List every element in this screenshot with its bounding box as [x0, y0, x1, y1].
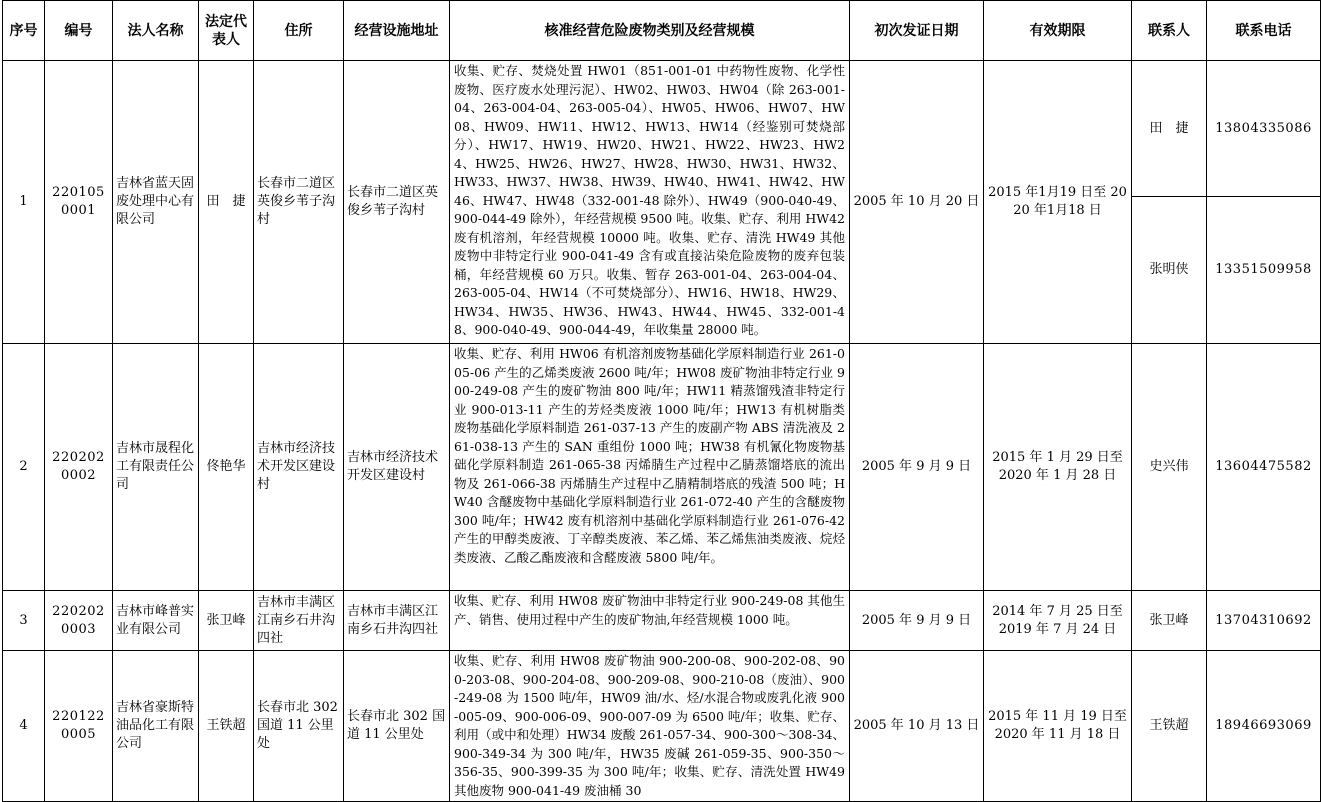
cell-company: 吉林市晟程化工有限责任公司	[113, 344, 199, 591]
table-row	[3, 344, 1321, 591]
cell-company: 吉林省蓝天固废处理中心有限公司	[113, 61, 199, 344]
cell-validity: 2015 年1月19 日至 2020 年1月18 日	[984, 61, 1132, 344]
header-row	[3, 1, 1321, 61]
cell-validity: 2015 年 11 月 19 日至 2020 年 11 月 18 日	[984, 651, 1132, 802]
cell-code: 2202020002	[45, 344, 113, 591]
cell-seq: 3	[3, 591, 45, 651]
cell-address: 吉林市经济技术开发区建设村	[254, 344, 344, 591]
cell-address: 吉林市丰满区江南乡石井沟四社	[254, 591, 344, 651]
cell-rep: 张卫峰	[199, 591, 254, 651]
table-row	[3, 591, 1321, 651]
cell-contact: 史兴伟	[1132, 344, 1207, 591]
cell-first-date: 2005 年 9 月 9 日	[850, 344, 984, 591]
cell-contact: 王铁超	[1132, 651, 1207, 802]
cell-rep: 佟艳华	[199, 344, 254, 591]
header-validity: 有效期限	[984, 1, 1132, 61]
cell-scope: 收集、贮存、利用 HW08 废矿物油中非特定行业 900-249-08 其他生产、销售、使用过程中产生的废矿物油,年经营规模 1000 吨。	[450, 591, 850, 651]
cell-contact: 田 捷	[1132, 61, 1207, 197]
cell-phone: 13804335086	[1207, 61, 1321, 197]
header-code: 编号	[45, 1, 113, 61]
cell-facility: 长春市二道区英俊乡苇子沟村	[344, 61, 450, 344]
cell-code: 2201220005	[45, 651, 113, 802]
cell-phone: 13704310692	[1207, 591, 1321, 651]
cell-phone: 13604475582	[1207, 344, 1321, 591]
cell-scope: 收集、贮存、焚烧处置 HW01（851-001-01 中药物性废物、化学性废物、医疗废水处理污泥）、HW02、HW03、HW04（除 263-001-04、263-004-04、263-005-04）、HW05、HW06、HW07、HW08、HW09、HW11、HW12、HW13、HW14（经鉴别可焚烧部分）、HW17、HW19、HW20、HW21、HW22、HW23、HW24、HW25、HW26、HW27、HW28、HW30、HW31、HW32、HW33、HW37、HW38、HW39、HW40、HW41、HW42、HW46、HW47、HW48（332-001-48 除外）、HW49（900-040-49、900-044-49 除外），年经营规模 9500 吨。收集、贮存、利用 HW42 废有机溶剂，年经营规模 10000 吨。收集、贮存、清洗 HW49 其他废物中非特定行业 900-041-49 含有或直接沾染危险废物的废弃包装桶，年经营规模 60 万只。收集、暂存 263-001-04、263-004-04、263-005-04、HW14（不可焚烧部分）、HW16、HW18、HW29、HW34、HW35、HW36、HW43、HW44、HW45、332-001-48、900-040-49、900-044-49，年收集量 28000 吨。	[450, 61, 850, 344]
cell-rep: 王铁超	[199, 651, 254, 802]
cell-facility: 吉林市丰满区江南乡石井沟四社	[344, 591, 450, 651]
header-seq: 序号	[3, 1, 45, 61]
cell-company: 吉林市峰普实业有限公司	[113, 591, 199, 651]
header-scope: 核准经营危险废物类别及经营规模	[450, 1, 850, 61]
table-row	[3, 61, 1321, 197]
header-address: 住所	[254, 1, 344, 61]
cell-code: 2202020003	[45, 591, 113, 651]
header-contact: 联系人	[1132, 1, 1207, 61]
cell-scope: 收集、贮存、利用 HW06 有机溶剂废物基础化学原料制造行业 261-005-06 产生的乙烯类废液 2600 吨/年；HW08 废矿物油非特定行业 900-249-08 产生的废矿物油 800 吨/年；HW11 精蒸馏残渣非特定行业 900-013-11 产生的芳烃类废液 1000 吨/年；HW13 有机树脂类废物基础化学原料制造 261-037-13 产生的废副产物 ABS 清洗液及 261-038-13 产生的 SAN 重组份 1000 吨；HW38 有机氰化物废物基础化学原料制造 261-065-38 丙烯腈生产过程中乙腈蒸馏塔底的流出物及 261-066-38 丙烯腈生产过程中乙腈精制塔底的残渣 500 吨；HW40 含醚废物中基础化学原料制造行业 261-072-40 产生的含醚废物 300 吨/年；HW42 废有机溶剂中基础化学原料制造行业 261-076-42 产生的甲醇类废液、丁辛醇类废液、苯乙烯、苯乙烯焦油类废液、烷烃类废液、乙酸乙酯废液和含醛废液 5800 吨/年。	[450, 344, 850, 591]
cell-validity: 2015 年 1 月 29 日至 2020 年 1 月 28 日	[984, 344, 1132, 591]
header-phone: 联系电话	[1207, 1, 1321, 61]
header-facility: 经营设施地址	[344, 1, 450, 61]
cell-company: 吉林省豪斯特油品化工有限公司	[113, 651, 199, 802]
header-company: 法人名称	[113, 1, 199, 61]
cell-contact: 张卫峰	[1132, 591, 1207, 651]
header-rep: 法定代表人	[199, 1, 254, 61]
table-row	[3, 651, 1321, 802]
header-first-date: 初次发证日期	[850, 1, 984, 61]
cell-first-date: 2005 年 10 月 20 日	[850, 61, 984, 344]
cell-first-date: 2005 年 9 月 9 日	[850, 591, 984, 651]
cell-scope: 收集、贮存、利用 HW08 废矿物油 900-200-08、900-202-08、900-203-08、900-204-08、900-209-08、900-210-08（废油）、900-249-08 为 1500 吨/年，HW09 油/水、烃/水混合物或废乳化液 900-005-09、900-006-09、900-007-09 为 6500 吨/年；收集、贮存、利用（或中和处理）HW34 废酸 261-057-34、900-300～308-34、900-349-34 为 300 吨/年，HW35 废碱 261-059-35、900-350～356-35、900-399-35 为 300 吨/年；收集、贮存、清洗处置 HW49 其他废物 900-041-49 废油桶 30	[450, 651, 850, 802]
cell-phone: 13351509958	[1207, 197, 1321, 344]
cell-rep: 田 捷	[199, 61, 254, 344]
cell-contact: 张明侠	[1132, 197, 1207, 344]
cell-phone: 18946693069	[1207, 651, 1321, 802]
cell-seq: 1	[3, 61, 45, 344]
cell-address: 长春市北 302 国道 11 公里处	[254, 651, 344, 802]
cell-facility: 吉林市经济技术开发区建设村	[344, 344, 450, 591]
cell-code: 2201050001	[45, 61, 113, 344]
cell-facility: 长春市北 302 国道 11 公里处	[344, 651, 450, 802]
cell-seq: 2	[3, 344, 45, 591]
cell-validity: 2014 年 7 月 25 日至 2019 年 7 月 24 日	[984, 591, 1132, 651]
cell-address: 长春市二道区英俊乡苇子沟村	[254, 61, 344, 344]
cell-first-date: 2005 年 10 月 13 日	[850, 651, 984, 802]
cell-seq: 4	[3, 651, 45, 802]
hazardous-waste-license-table	[2, 0, 1321, 802]
